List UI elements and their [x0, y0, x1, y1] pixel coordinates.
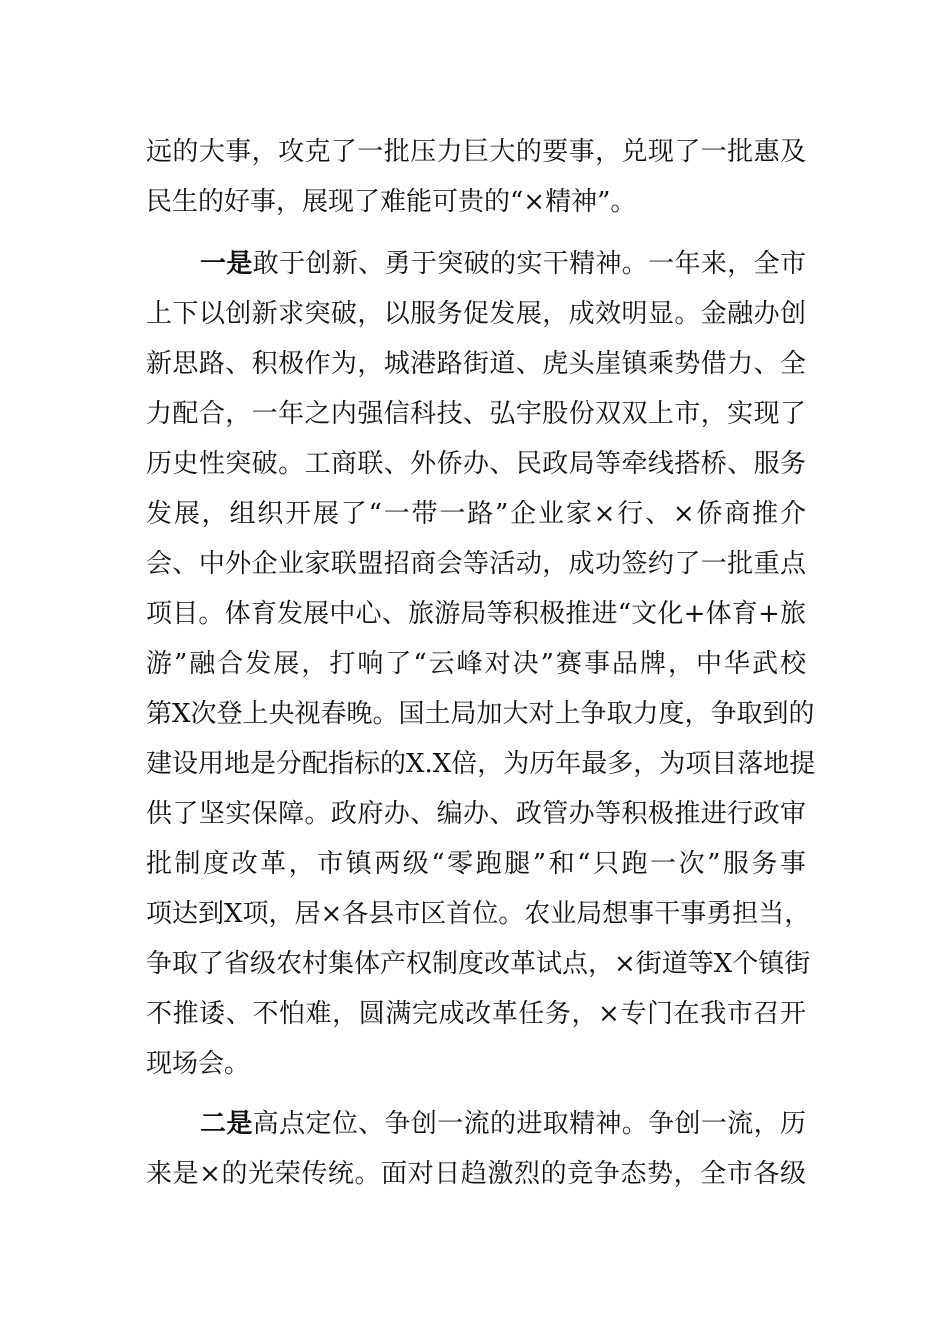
- text-line: [146, 1099, 806, 1149]
- text-line: 建设用地是分配指标的X.X倍，为历年最多，为项目落地提: [146, 749, 816, 779]
- text-line: 项达到X项，居×各县市区首位。农业局想事干事勇担当，: [146, 899, 811, 929]
- text-line: 民生的好事，展现了难能可贵的“×精神”。: [146, 187, 637, 217]
- paragraph-lead: 一是: [200, 249, 253, 279]
- text-line: 项目。体育发展中心、旅游局等积极推进“文化+体育+旅: [146, 599, 806, 629]
- text-line: 第X次登上央视春晚。国土局加大对上争取力度，争取到的: [146, 699, 815, 729]
- text-run: 敢于创新、勇于突破的实干精神。一年来，全市: [252, 249, 806, 279]
- text-line: 来是×的光荣传统。面对日趋激烈的竞争态势，全市各级: [146, 1159, 806, 1189]
- text-line: 供了坚实保障。政府办、编办、政管办等积极推进行政审: [146, 799, 806, 829]
- text-line: 现场会。: [146, 1049, 251, 1079]
- text-line: 远的大事，攻克了一批压力巨大的要事，兑现了一批惠及: [146, 137, 806, 167]
- text-line: 会、中外企业家联盟招商会等活动，成功签约了一批重点: [146, 549, 806, 579]
- text-line: 力配合，一年之内强信科技、弘宇股份双双上市，实现了: [146, 399, 806, 429]
- text-line: 新思路、积极作为，城港路街道、虎头崖镇乘势借力、全: [146, 349, 806, 379]
- text-line: 不推诿、不怕难，圆满完成改革任务，×专门在我市召开: [146, 999, 806, 1029]
- text-line: 历史性突破。工商联、外侨办、民政局等牵线搭桥、服务: [146, 449, 806, 479]
- text-line: 发展，组织开展了“一带一路”企业家×行、×侨商推介: [146, 499, 806, 529]
- text-line: [146, 239, 806, 289]
- text-line: 批制度改革，市镇两级“零跑腿”和“只跑一次”服务事: [146, 849, 806, 879]
- text-run: 高点定位、争创一流的进取精神。争创一流，历: [252, 1109, 806, 1139]
- paragraph-lead: 二是: [200, 1109, 253, 1139]
- paragraph-point-two: [146, 1099, 806, 1199]
- text-line: 上下以创新求突破，以服务促发展，成效明显。金融办创: [146, 299, 806, 329]
- paragraph-intro: [146, 127, 806, 227]
- text-line: 争取了省级农村集体产权制度改革试点，×街道等X个镇街: [146, 949, 811, 979]
- text-line: 游”融合发展，打响了“云峰对决”赛事品牌，中华武校: [146, 649, 806, 679]
- paragraph-point-one: [146, 239, 816, 1089]
